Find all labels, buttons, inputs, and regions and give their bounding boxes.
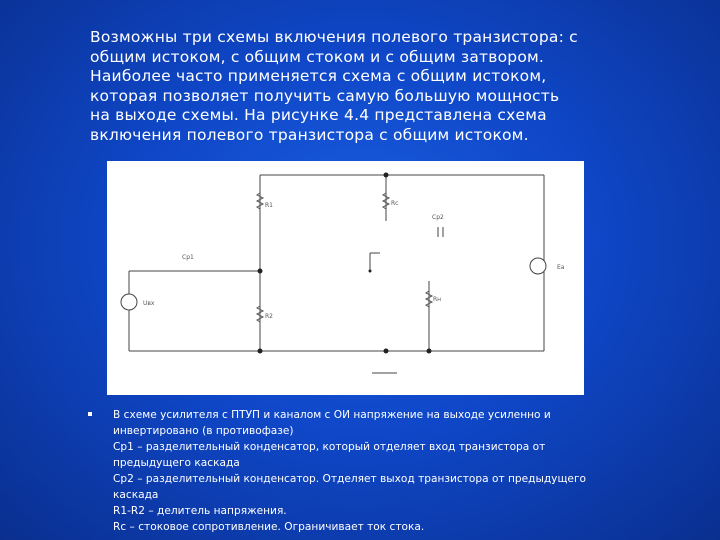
note-line: Rc – стоковое сопротивление. Ограничивает ток стока. bbox=[113, 521, 425, 533]
label-cp1: Cp1 bbox=[182, 254, 194, 261]
note-line: Ср2 – разделительный конденсатор. Отделяет выход транзистора от предыдущего bbox=[113, 473, 586, 485]
note-line: инвертировано (в противофазе) bbox=[113, 425, 294, 437]
note-line: Ср1 – разделительный конденсатор, который отделяет вход транзистора от bbox=[113, 441, 546, 453]
circuit-diagram bbox=[107, 161, 584, 395]
source-uin bbox=[121, 294, 137, 310]
intro-line: общим истоком, с общим стоком и с общим затвором. bbox=[90, 47, 545, 66]
label-uin: Uвх bbox=[143, 300, 155, 307]
intro-line: включения полевого транзистора с общим истоком. bbox=[90, 125, 529, 144]
label-r1: R1 bbox=[265, 202, 273, 209]
label-rn: Rн bbox=[433, 296, 442, 303]
intro-line: которая позволяет получить самую большую мощность bbox=[90, 86, 560, 105]
note-line: R1-R2 – делитель напряжения. bbox=[113, 505, 287, 517]
intro-text bbox=[90, 28, 690, 145]
note-line: В схеме усилителя с ПТУП и каналом с ОИ напряжение на выходе усиленно и bbox=[113, 409, 551, 421]
source-ea bbox=[530, 258, 546, 274]
note-line: каскада bbox=[113, 489, 159, 501]
bullet-marker bbox=[88, 412, 92, 416]
label-rc: Rc bbox=[391, 200, 399, 207]
circuit-figure bbox=[107, 161, 584, 395]
intro-line: Наиболее часто применяется схема с общим истоком, bbox=[90, 67, 547, 85]
note-line: предыдущего каскада bbox=[113, 457, 240, 469]
label-cp2: Cp2 bbox=[432, 214, 444, 221]
label-r2: R2 bbox=[265, 313, 273, 320]
intro-line: на выходе схемы. На рисунке 4.4 представлена схема bbox=[90, 106, 547, 124]
label-ea: Ea bbox=[557, 264, 565, 271]
intro-line: Возможны три схемы включения полевого транзистора: с bbox=[90, 28, 578, 46]
notes-text bbox=[113, 407, 673, 535]
